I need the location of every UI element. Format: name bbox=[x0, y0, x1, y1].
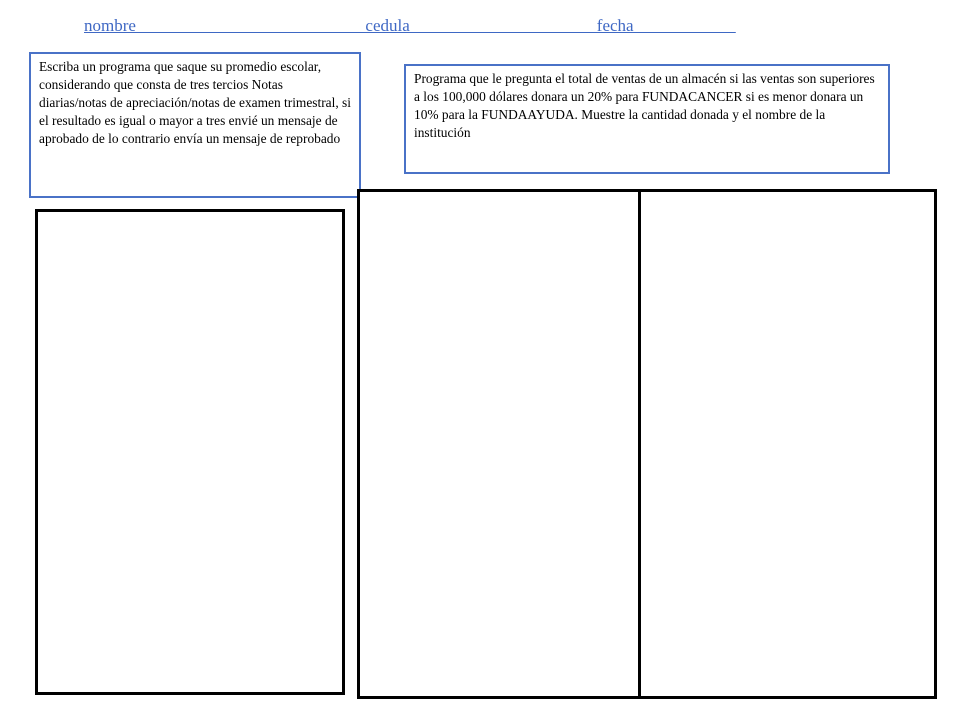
task-2-text: Programa que le pregunta el total de ventas de un almacén si las ventas son superiores a los 100,000 dólares donara un 20% para FUNDACANCER si es menor donara un 10% para la FUNDAAYUDA. Muestre la cantidad donada y el nombre de la institución bbox=[414, 71, 875, 140]
task-1-instructions bbox=[29, 52, 361, 198]
answer-area-task-1[interactable] bbox=[35, 209, 345, 695]
task-2-instructions bbox=[404, 64, 890, 174]
task-1-text: Escriba un programa que saque su promedio escolar, considerando que consta de tres tercios Notas diarias/notas de apreciación/notas de examen trimestral, si el resultado es igual o mayor a tres envié un mensaje de aprobado de lo contrario envía un mensaje de reprobado bbox=[39, 59, 351, 146]
student-info-header bbox=[84, 16, 736, 36]
answer-area-task-2[interactable] bbox=[357, 189, 937, 699]
header-fields-line: nombre___________________________cedula______________________fecha____________ bbox=[84, 16, 736, 35]
answer-area-divider bbox=[638, 192, 641, 696]
